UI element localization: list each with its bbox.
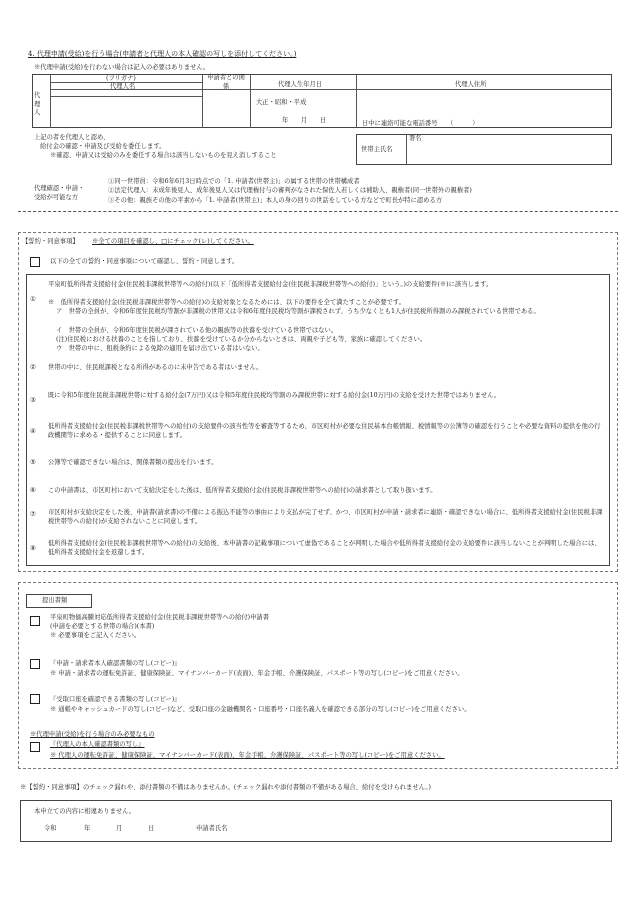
scope-label1: 代理確認・申請・ (34, 185, 85, 192)
head-name-label: 世帯主氏名 (361, 146, 393, 153)
pledge-item-text: 低所得者支援給付金(住民税非課税世帯等への給付)の支給後、本申請書の記載事項について虚偽であることが判明した場合や低所得者支援給付金の支給要件に該当しないことが判明した場合には、低所得者支援給付金を返還します。 (48, 540, 601, 556)
col-relation: 申請者との関係 (207, 74, 245, 90)
col-furigana: (フリガナ) (106, 75, 136, 82)
pledge-item-num: ⑦ (30, 511, 36, 518)
delegate-line3: ※確認、申請又は受給のみを委任する場合は該当しないものを見え消しすること (50, 152, 277, 159)
pledge-item-num: ⑥ (30, 487, 36, 494)
pledge-item-num: ④ (30, 428, 36, 435)
pledge-item-text: この申請書は、市区町村において支給決定をした後は、低所得者支援給付金(住民税非課税世帯等への給付)の請求書として取り扱います。 (48, 487, 437, 494)
col-birth: 代理人生年月日 (278, 81, 323, 88)
requirement-note: ※ 低所得者支援給付金(住民税非課税世帯等への給付)の支給対象となるためには、以下の要件を全て満たすことが必要です。 (48, 299, 406, 306)
doc1-title: 平泉町物価高騰対応低所得者支援給付金(住民税非課税世帯等への給付)申請書 (50, 614, 270, 621)
final-confirm: 本申立ての内容に相違ありません。 (34, 808, 136, 815)
pledge-item-num: ⑤ (30, 459, 36, 466)
doc2-checkbox[interactable] (30, 659, 40, 669)
head-signature-box (356, 134, 612, 165)
requirement-b: イ 世帯の全員が、令和6年度住民税が課されている他の親族等の扶養を受けている世帯ではない。 (56, 327, 338, 334)
doc4-precondition: ※代理申請(受給)を行う場合のみ必要なもの (30, 731, 155, 738)
section4-note: ※代理申請(受給)を行わない場合は記入の必要はありません。 (34, 64, 210, 71)
doc3-title: 『受取口座を確認できる書類の写し(コピー)』 (50, 696, 181, 703)
final-notice: ※【誓約・同意事項】のチェック漏れや、添付書類の不備はありませんか。(チェック漏れや添付書類の不備がある場合、給付を受けられません。) (20, 784, 431, 791)
pledge-item-text: 公簿等で確認できない場合は、関係書類の提出を行います。 (48, 459, 218, 466)
agree-all-label: 以下の全ての誓約・同意事項について確認し、誓約・同意します。 (50, 258, 239, 265)
doc4-title: 『代理人の本人確認書類の写し』 (50, 741, 145, 748)
pledge-header: 【誓約・同意事項】 (22, 238, 79, 245)
requirement-c: ウ 世帯の中に、租税条約による免除の適用を届け出ている者はいない。 (56, 345, 264, 352)
pledge-item-text: 平泉町低所得者支援給付金(住民税非課税世帯等への給付)(以下「低所得者支援給付金(住民税非課税世帯等への給付)」という。)の支給要件(※)に該当します。 (48, 281, 493, 288)
doc2-title: 『申請・請求者本人確認書類の写し(コピー)』 (50, 660, 181, 667)
requirement-a: ア 世帯の全員が、令和6年度住民税均等割が非課税の世帯又は令和6年度住民税均等割が課税されず、うち少なくとも1人が住民税所得割のみ課税されている世帯である。 (56, 308, 540, 315)
final-applicant-label: 申請者氏名 (196, 825, 228, 832)
doc4-checkbox[interactable] (30, 742, 40, 752)
agree-all-checkbox[interactable] (30, 257, 40, 267)
scope-item2: ②法定代理人：未成年後見人、成年後見人又は代理権付与の審判がなされた保佐人若しくは補助人、親権者(同一世帯外の親権者) (108, 187, 472, 194)
col-address: 代理人住所 (455, 81, 487, 88)
pledge-item-num: ① (30, 296, 36, 303)
pledge-item-text: 市区町村が支給決定をした後、申請書(請求書)の不備による振込不能等の事由により支払が完了せず、かつ、市区町村が申請・請求者に連絡・確認できない場合に、低所得者支援給付金(住民税非課税世帯等への給付)が支給されないことに同意します。 (48, 509, 603, 525)
pledge-item-num: ⑧ (30, 545, 36, 552)
final-month: 月 (116, 825, 123, 832)
section4-title: 4. 代理申請(受給)を行う場合(申請者と代理人の本人確認の写しを添付してください。) (28, 50, 297, 58)
pledge-item-text: 世帯の中に、住民税課税となる所得があるのに未申告である者はいません。 (48, 364, 263, 371)
scope-label2: 受給が可能な方 (34, 194, 79, 201)
final-day: 日 (148, 825, 155, 832)
doc2-note: ※ 申請・請求者の運転免許証、健康保険証、マイナンバーカード(表面)、年金手帳、介護保険証、パスポート等の写し(コピー)をご用意ください。 (50, 670, 464, 677)
pledge-item-num: ③ (30, 397, 36, 404)
delegate-line2: 給付金の確認・申請及び受給を委任します。 (40, 143, 166, 150)
pledge-item-text: 既に令和5年度住民税非課税世帯に対する給付金(7万円)又は令和5年度住民税均等割のみ課税世帯に対する給付金(10万円)の支給を受けた世帯ではありません。 (48, 392, 501, 399)
delegate-line1: 上記の者を代理人と認め、 (34, 134, 110, 141)
agent-side-label: 代理人 (34, 92, 41, 116)
col-agent-name: 代理人名 (110, 83, 136, 90)
doc1-checkbox[interactable] (30, 616, 40, 626)
doc1-sub: (申請を必要とする世帯の場合)(本書) (50, 623, 155, 630)
final-era: 令和 (44, 825, 57, 832)
signature-label: 署名 (409, 135, 422, 142)
doc3-checkbox[interactable] (30, 694, 40, 704)
pledge-item-text: 低所得者支援給付金(住民税非課税世帯等への給付)の支給要件の該当性等を審査等するため、市区町村が必要な住民基本台帳情報、税情報等の公簿等の確認を行うことや必要な資料の提供を他の行政機関等に求める・提供することに同意します。 (48, 423, 601, 439)
requirement-b-note: (注)住民税における扶養のことを指しており、扶養を受けているか分からないときは、両親や子ども等、家族に確認してください。 (56, 336, 427, 343)
phone-label: 日中に連絡可能な電話番号 （ ） (362, 120, 479, 127)
scope-item1: ①同一世帯員：令和6年6月3日時点での「1. 申請者(世帯主)」の属する世帯の世帯構成者 (108, 178, 360, 185)
pledge-header-note: ※全ての項目を確認し、□にチェック(レ)してください。 (92, 238, 254, 245)
pledge-item-num: ② (30, 364, 36, 371)
doc4-note: ※ 代理人の運転免許証、健康保険証、マイナンバーカード(表面)、年金手帳、介護保険証、パスポート等の写し(コピー)をご用意ください。 (50, 752, 445, 759)
scope-item3: ③その他：親族その他の平素から「1. 申請者(世帯主)」本人の身の回りの世話をしている方などで町長が特に認める方 (108, 197, 443, 204)
birth-era: 大正・昭和・平成 (256, 99, 307, 106)
doc1-note: ※ 必要事項をご記入ください。 (50, 632, 141, 639)
documents-header: 提出書類 (42, 597, 68, 604)
final-confirm-box (20, 800, 612, 842)
doc3-note: ※ 通帳やキャッシュカードの写し(コピー)など、受取口座の金融機関名・口座番号・口座名義人を確認できる部分の写し(コピー)をご用意ください。 (50, 706, 471, 713)
birth-ymd: 年 月 日 (282, 117, 327, 124)
final-year: 年 (84, 825, 91, 832)
